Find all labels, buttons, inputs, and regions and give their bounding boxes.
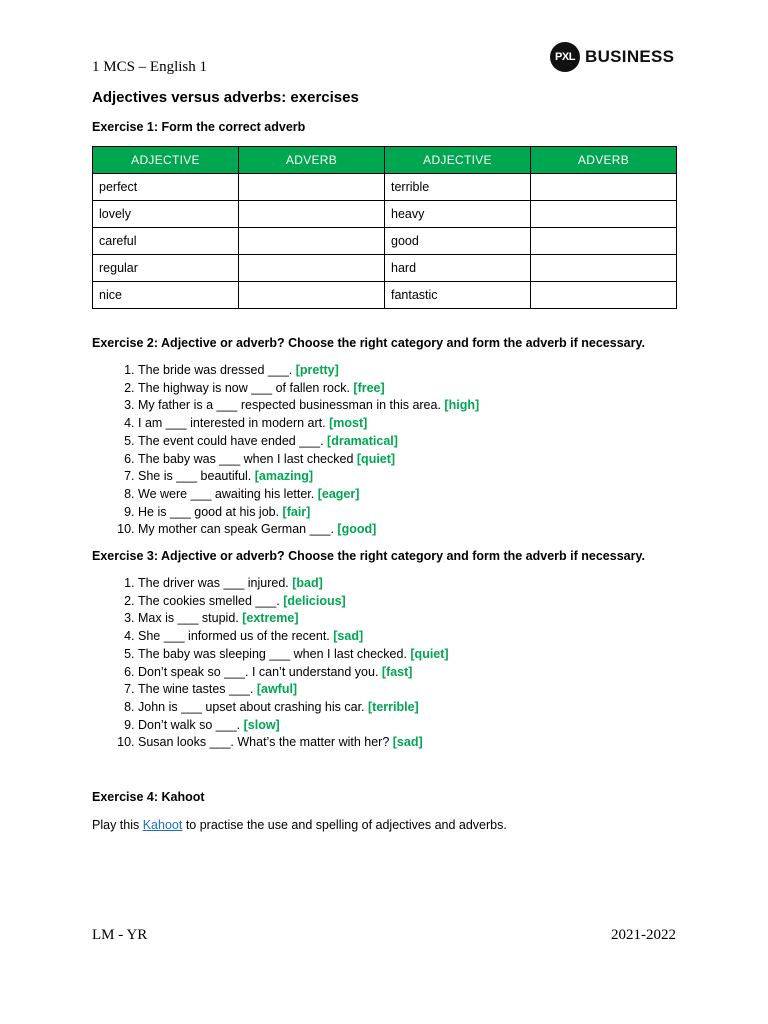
item-text: My mother can speak German ___. (138, 522, 338, 537)
logo-badge: PXL (550, 42, 580, 72)
adverb-cell (531, 255, 677, 282)
list-item (138, 699, 698, 717)
item-text: I am ___ interested in modern art. (138, 416, 330, 431)
item-hint: [eager] (317, 486, 360, 501)
item-hint: [quiet] (356, 451, 396, 466)
item-hint: [bad] (292, 576, 323, 590)
adverb-table (92, 146, 677, 309)
adverb-cell (239, 255, 385, 282)
footer-year: 2021-2022 (611, 927, 676, 943)
list-item (138, 504, 698, 522)
item-hint: [fast] (381, 664, 413, 679)
item-hint: [terrible] (368, 699, 419, 714)
list-item (138, 610, 698, 628)
adverb-cell (239, 174, 385, 201)
adjective-cell: regular (93, 255, 239, 282)
list-item (138, 521, 698, 539)
item-text: The wine tastes ___. (138, 682, 257, 697)
kahoot-paragraph (92, 818, 507, 832)
list-item (138, 593, 698, 611)
exercise1-heading: Exercise 1: Form the correct adverb (92, 120, 306, 134)
item-hint: [quiet] (410, 646, 449, 661)
item-text: My father is a ___ respected businessman in this area. (138, 398, 445, 413)
adjective-cell: lovely (93, 201, 239, 228)
adjective-cell: careful (93, 228, 239, 255)
item-hint: [slow] (243, 717, 280, 732)
item-text: Susan looks ___. What’s the matter with her? (138, 735, 393, 750)
list-item (138, 415, 698, 433)
item-text: He is ___ good at his job. (138, 504, 283, 519)
kahoot-link[interactable]: Kahoot (142, 818, 183, 832)
adjective-cell: heavy (385, 201, 531, 228)
item-hint: [high] (444, 398, 480, 413)
adjective-cell: perfect (93, 174, 239, 201)
list-item (138, 451, 698, 469)
adverb-cell (531, 282, 677, 309)
adjective-cell: fantastic (385, 282, 531, 309)
item-text: The event could have ended ___. (138, 433, 328, 448)
paragraph-before: Play this (92, 818, 143, 832)
item-hint: [extreme] (242, 611, 299, 626)
table-row (93, 228, 677, 255)
item-hint: [most] (329, 416, 368, 431)
adverb-cell (531, 201, 677, 228)
item-text: We were ___ awaiting his letter. (138, 486, 318, 501)
adjective-cell: hard (385, 255, 531, 282)
exercise2-list (92, 362, 698, 539)
list-item (138, 734, 698, 752)
footer-authors: LM - YR (92, 927, 148, 943)
list-item (138, 433, 698, 451)
table-row (93, 255, 677, 282)
item-text: John is ___ upset about crashing his car. (138, 699, 369, 714)
table-row (93, 201, 677, 228)
item-text: Don’t walk so ___. (138, 717, 244, 732)
column-header: ADVERB (531, 147, 677, 174)
paragraph-after: to practise the use and spelling of adjectives and adverbs. (182, 818, 507, 832)
table-row (93, 282, 677, 309)
list-item (138, 362, 698, 380)
item-text: The baby was sleeping ___ when I last checked. (138, 646, 411, 661)
item-text: Don’t speak so ___. I can’t understand you. (138, 664, 382, 679)
pxl-business-logo (550, 42, 674, 72)
item-text: She ___ informed us of the recent. (138, 629, 334, 644)
exercise2-heading: Exercise 2: Adjective or adverb? Choose the right category and form the adverb if necessary. (92, 336, 645, 350)
list-item (138, 468, 698, 486)
course-label: 1 MCS – English 1 (92, 59, 208, 75)
list-item (138, 380, 698, 398)
list-item (138, 628, 698, 646)
table-header-row (93, 147, 677, 174)
column-header: ADJECTIVE (93, 147, 239, 174)
adjective-cell: nice (93, 282, 239, 309)
item-hint: [sad] (333, 629, 364, 644)
item-text: The bride was dressed ___. (138, 363, 296, 377)
item-hint: [fair] (282, 504, 311, 519)
list-item (138, 664, 698, 682)
item-text: Max is ___ stupid. (138, 611, 243, 626)
item-hint: [pretty] (295, 363, 339, 377)
item-hint: [free] (353, 380, 385, 395)
item-hint: [amazing] (254, 469, 314, 484)
adverb-cell (239, 282, 385, 309)
list-item (138, 681, 698, 699)
column-header: ADJECTIVE (385, 147, 531, 174)
item-text: The baby was ___ when I last checked (138, 451, 357, 466)
list-item (138, 646, 698, 664)
item-text: The driver was ___ injured. (138, 576, 293, 590)
adverb-cell (239, 228, 385, 255)
item-text: The highway is now ___ of fallen rock. (138, 380, 354, 395)
item-hint: [awful] (256, 682, 298, 697)
item-hint: [dramatical] (327, 433, 398, 448)
column-header: ADVERB (239, 147, 385, 174)
list-item (138, 575, 698, 593)
adverb-cell (531, 228, 677, 255)
exercise3-list (92, 575, 698, 752)
logo-word: BUSINESS (585, 47, 675, 66)
adverb-cell (531, 174, 677, 201)
list-item (138, 717, 698, 735)
item-hint: [delicious] (283, 593, 346, 608)
document-title: Adjectives versus adverbs: exercises (92, 89, 359, 106)
list-item (138, 397, 698, 415)
item-hint: [good] (337, 522, 377, 537)
list-item (138, 486, 698, 504)
adjective-cell: terrible (385, 174, 531, 201)
item-text: She is ___ beautiful. (138, 469, 255, 484)
item-text: The cookies smelled ___. (138, 593, 284, 608)
adverb-cell (239, 201, 385, 228)
exercise4-heading: Exercise 4: Kahoot (92, 790, 205, 804)
item-hint: [sad] (392, 735, 423, 750)
adjective-cell: good (385, 228, 531, 255)
exercise3-heading: Exercise 3: Adjective or adverb? Choose the right category and form the adverb if necessary. (92, 549, 645, 563)
table-row (93, 174, 677, 201)
